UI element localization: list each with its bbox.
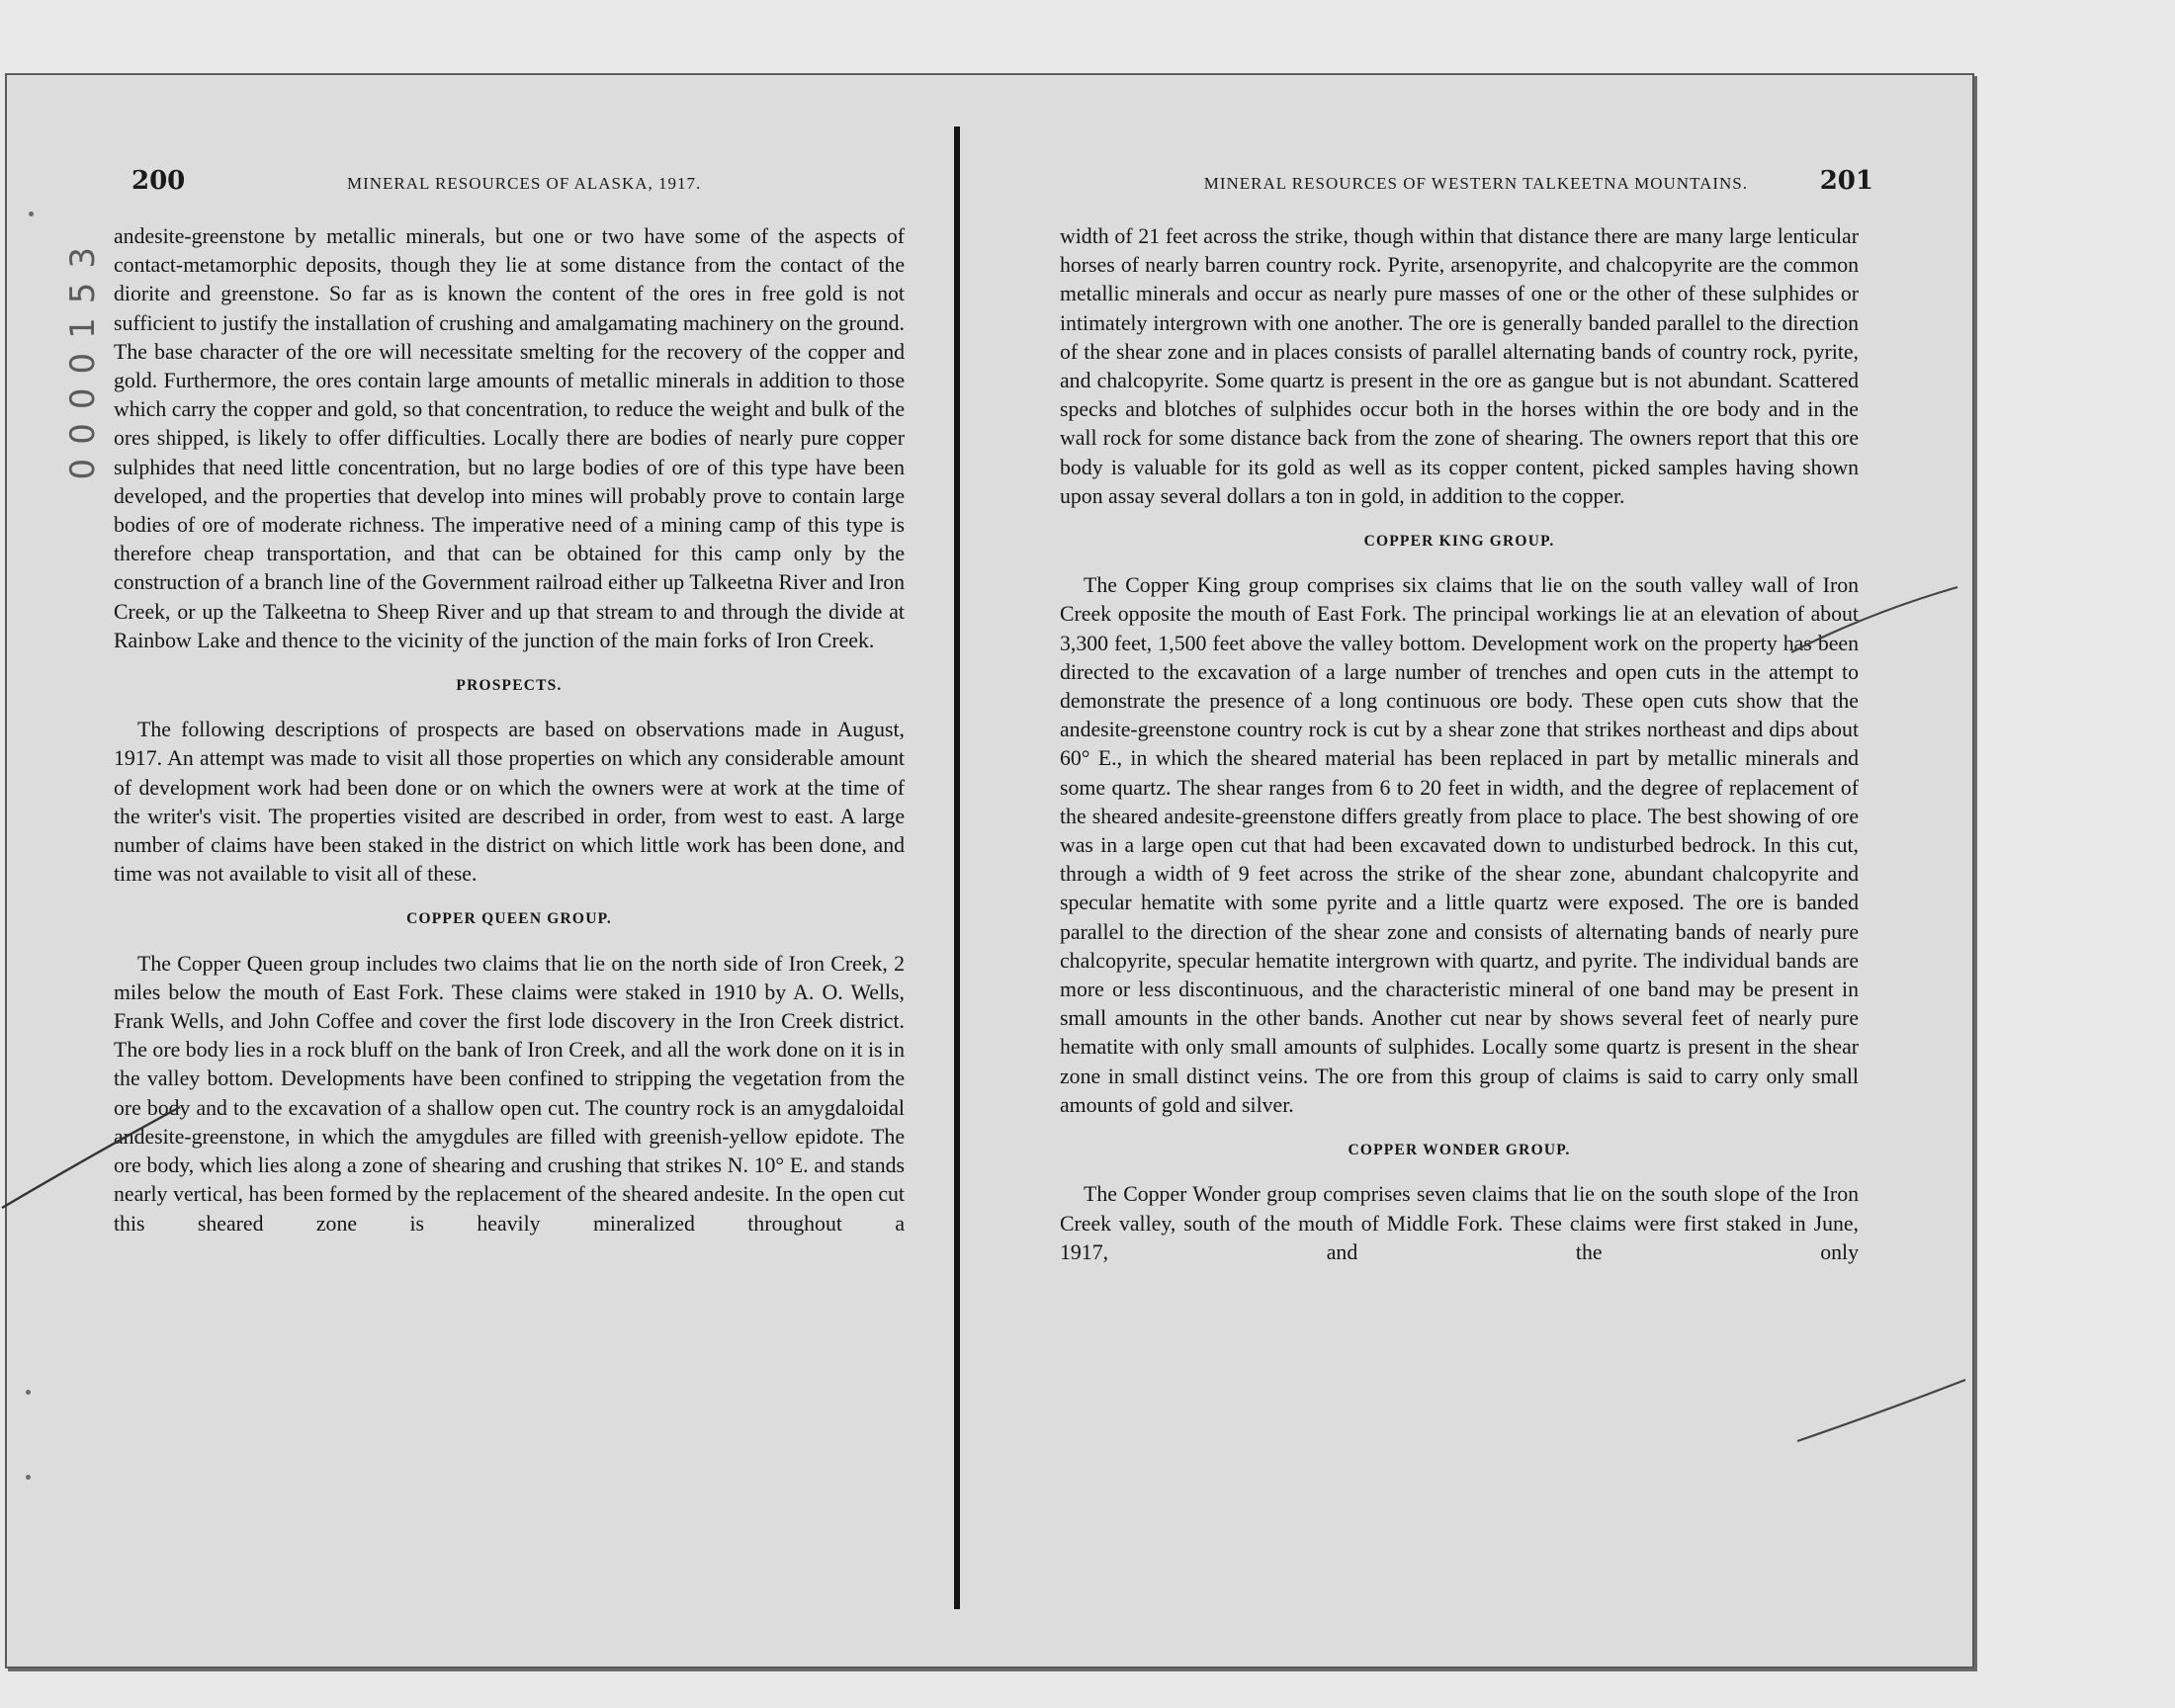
right-page-number: 201 [1819, 166, 1873, 196]
scan-speck [29, 212, 34, 216]
left-paragraph-2: The following descriptions of prospects are based on observations made in August, 1917. An attempt was made to visit all those properties on which any considerable amount of development work had been done or on which the owners were at work at the time of the writer's visit. The properties visited are described in order, from west to east. A large number of claims have been staked in the district on which little work has been done, and time was not available to visit all of these. [114, 718, 905, 887]
left-page-number: 200 [131, 166, 186, 196]
pen-mark-right-lower [1797, 1380, 1965, 1441]
pen-mark-left-margin [2, 1107, 180, 1208]
scan-speck [26, 1390, 31, 1395]
heading-copper-king-group: COPPER KING GROUP. [1363, 533, 1555, 551]
left-running-header: MINERAL RESOURCES OF ALASKA, 1917. [346, 174, 702, 193]
heading-prospects: PROSPECTS. [456, 677, 563, 695]
scan-speck [26, 1475, 31, 1480]
heading-copper-wonder-group: COPPER WONDER GROUP. [1348, 1142, 1571, 1159]
right-paragraph-1: width of 21 feet across the strike, though within that distance there are many large lenticular horses of nearly barren country rock. Pyrite, arsenopyrite, and chalcopyrite are the common metallic minerals and occur as nearly pure masses of one or the other of these sulphides or intimately intergrown with one another. The ore is generally banded parallel to the direction of the shear zone and in places consists of parallel alternating bands of country rock, pyrite, and chalcopyrite. Some quartz is present in the ore as gangue but is not abundant. Scattered specks and blotches of sulphides occur both in the horses within the ore body and in the wall rock for some distance back from the zone of shearing. The owners report that this ore body is valuable for its gold as well as its copper content, picked samples having shown upon assay several dollars a ton in gold, in addition to the copper. [1060, 224, 1859, 508]
left-paragraph-3: The Copper Queen group includes two claims that lie on the north side of Iron Creek, 2 miles below the mouth of East Fork. These claims were staked in 1910 by A. O. Wells, Frank Wells, and John Coffee and cover the first lode discovery in the Iron Creek district. The ore body lies in a rock bluff on the bank of Iron Creek, and all the work done on it is in the valley bottom. Developments have been confined to stripping the vegetation from the ore body and to the excavation of a shallow open cut. The country rock is an amygdaloidal andesite-greenstone, in which the amygdules are filled with greenish-yellow epidote. The ore body, which lies along a zone of shearing and crushing that strikes N. 10° E. and stands nearly vertical, has been formed by the replacement of the sheared andesite. In the open cut this sheared zone is heavily mineralized throughout a [114, 951, 905, 1236]
right-paragraph-2: The Copper King group comprises six claims that lie on the south valley wall of Iron Creek opposite the mouth of East Fork. The principal workings lie at an elevation of about 3,300 feet, 1,500 feet above the valley bottom. Development work on the property has been directed to the excavation of a large number of trenches and open cuts in the attempt to demonstrate the presence of a long continuous ore body. These open cuts show that the andesite-greenstone country rock is cut by a shear zone that strikes northeast and dips about 60° E., in which the sheared material has been replaced in part by metallic minerals and some quartz. The shear ranges from 6 to 20 feet in width, and the degree of replacement of the sheared andesite-greenstone differs greatly from place to place. The best showing of ore was in a large open cut that had been excavated down to undisturbed bedrock. In this cut, through a width of 9 feet across the strike of the shear zone, abundant chalcopyrite and specular hematite with some pyrite and a little quartz were exposed. The ore is banded parallel to the direction of the shear zone and consists of alternating bands of nearly pure chalcopyrite, specular hematite intergrown with quartz, and pyrite. The individual bands are more or less discontinuous, and the characteristic mineral of one band may be present in small amounts in the other bands. Another cut near by shows several feet of nearly pure hematite with only small amounts of sulphides. Locally some quartz is present in the shear zone in small distinct veins. The ore from this group of claims is said to carry only small amounts of gold and silver. [1060, 573, 1859, 1117]
heading-copper-queen-group: COPPER QUEEN GROUP. [406, 910, 612, 928]
right-running-header: MINERAL RESOURCES OF WESTERN TALKEETNA MOUNTAINS. [1203, 174, 1749, 193]
left-paragraph-1: andesite-greenstone by metallic minerals, but one or two have some of the aspects of contact-metamorphic deposits, though they lie at some distance from the contact of the diorite and greenstone. So far as is known the content of the ores in free gold is not sufficient to justify the installation of crushing and amalgamating machinery on the ground. The base character of the ore will necessitate smelting for the recovery of the copper and gold. Furthermore, the ores contain large amounts of metallic minerals in addition to those which carry the copper and gold, so that concentration, to reduce the weight and bulk of the ores shipped, is likely to offer difficulties. Locally there are bodies of nearly pure copper sulphides that need little concentration, but no large bodies of ore of this type have been developed, and the properties that develop into mines will probably prove to contain large bodies of ore of moderate richness. The imperative need of a mining camp of this type is therefore cheap transportation, and that can be obtained for this camp only by the construction of a branch line of the Government railroad either up Talkeetna River and Iron Creek, or up the Talkeetna to Sheep River and up that stream to and through the divide at Rainbow Lake and thence to the vicinity of the junction of the main forks of Iron Creek. [114, 224, 905, 652]
pen-mark-right-upper [1791, 587, 1958, 652]
right-paragraph-3: The Copper Wonder group comprises seven claims that lie on the south slope of the Iron Creek valley, south of the mouth of Middle Fork. These claims were first staked in June, 1917, and the only [1060, 1182, 1859, 1264]
archive-number-stamp: 0000153 [63, 233, 103, 480]
